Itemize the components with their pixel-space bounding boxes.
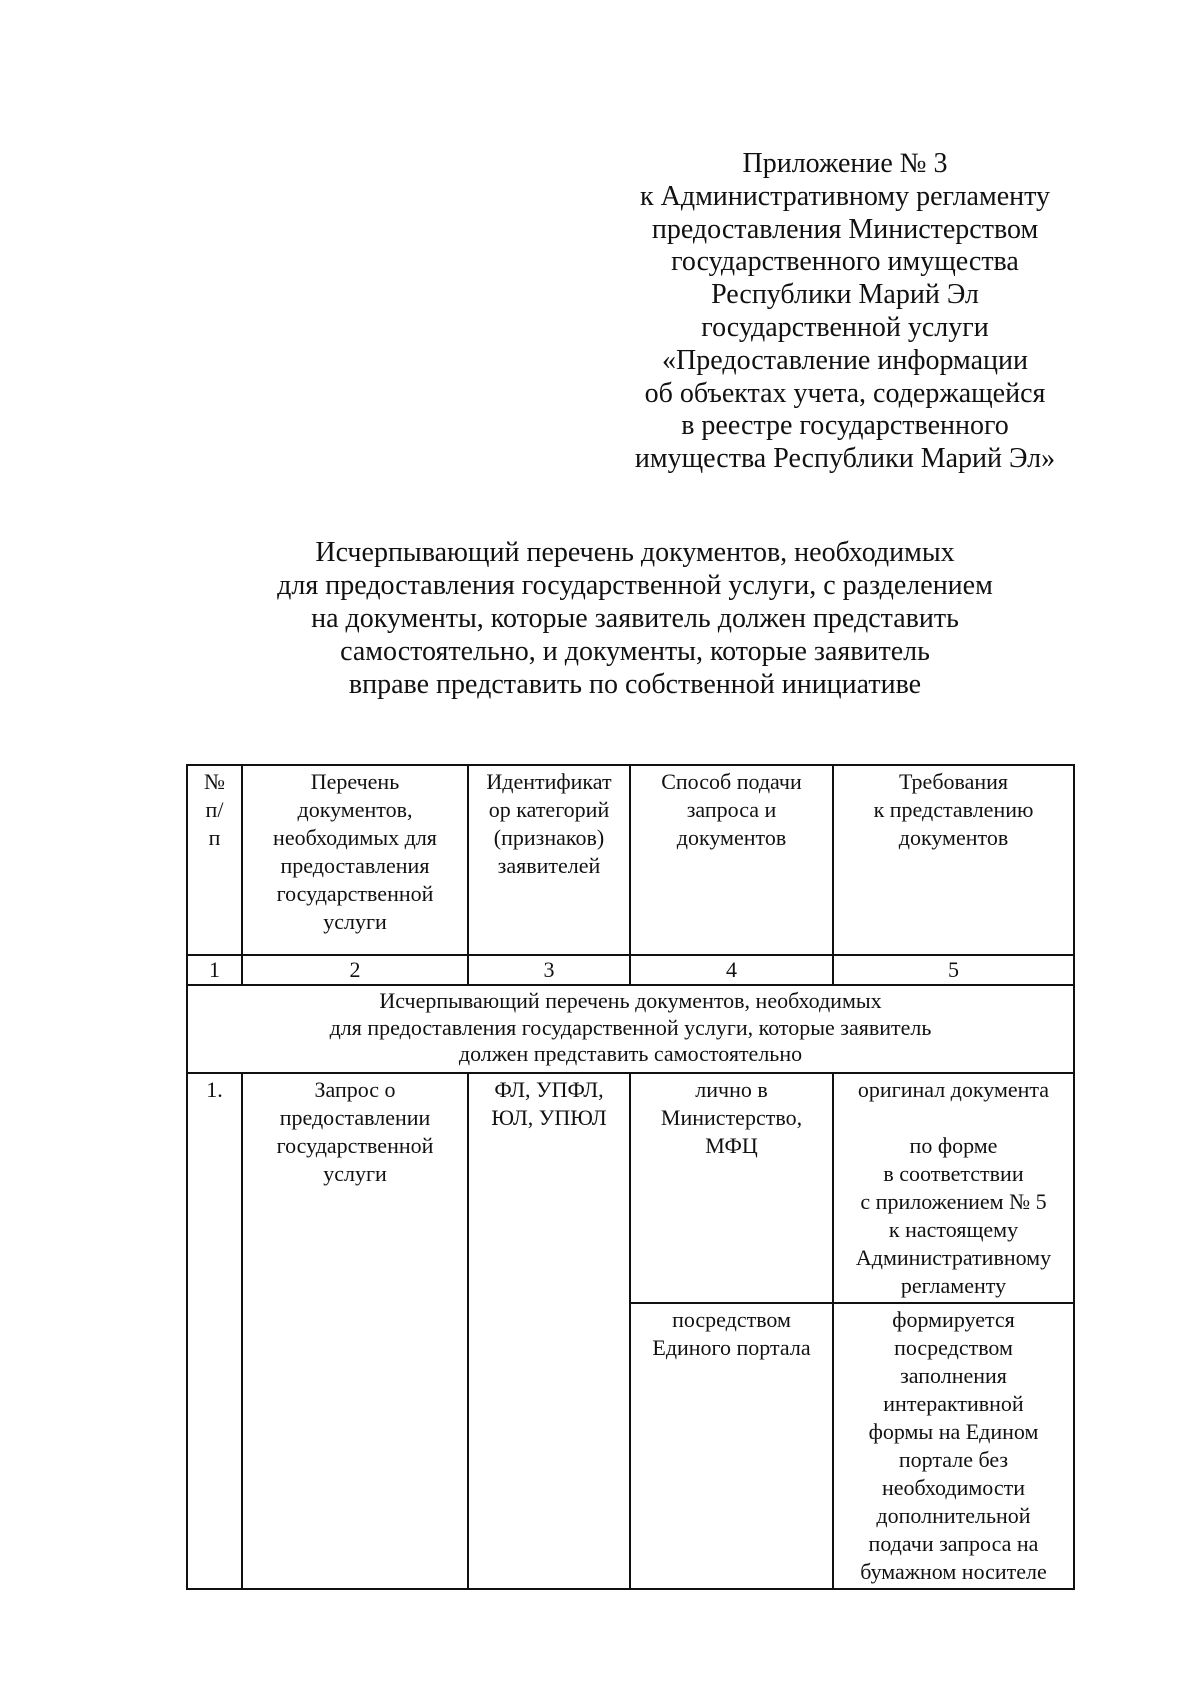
table-header-row	[187, 765, 1074, 955]
column-number: 1	[187, 955, 242, 985]
section-title-row	[187, 985, 1074, 1073]
document-name: Запрос о предоставлении государственной услуги	[242, 1073, 468, 1589]
appendix-line: Республики Марий Эл	[711, 279, 979, 311]
header-cell-applicants: Идентификат ор категорий (признаков) заявителей	[468, 765, 630, 955]
title-line: самостоятельно, и документы, которые заявитель	[340, 636, 930, 667]
column-number: 3	[468, 955, 630, 985]
submission-method: посредством Единого портала	[630, 1303, 833, 1589]
title-line: на документы, которые заявитель должен представить	[311, 603, 959, 634]
appendix-line: об объектах учета, содержащейся	[644, 377, 1046, 409]
title-line: Исчерпывающий перечень документов, необходимых	[315, 537, 955, 568]
documents-table	[186, 764, 1075, 1590]
appendix-line: государственной услуги	[701, 311, 989, 343]
header-cell-number: № п/ п	[187, 765, 242, 955]
section-title: Исчерпывающий перечень документов, необходимых для предоставления государственной услуги, которые заявитель должен представить самостоятельно	[187, 985, 1074, 1073]
appendix-line: Приложение № 3	[742, 148, 948, 179]
column-number: 5	[833, 955, 1074, 985]
title-line: вправе представить по собственной инициативе	[348, 669, 922, 700]
table-row	[187, 1073, 1074, 1303]
header-cell-documents: Перечень документов, необходимых для предоставления государственной услуги	[242, 765, 468, 955]
header-cell-method: Способ подачи запроса и документов	[630, 765, 833, 955]
appendix-line: к Административному регламенту	[640, 180, 1050, 212]
submission-method: лично в Министерство, МФЦ	[630, 1073, 833, 1303]
appendix-line: имущества Республики Марий Эл»	[634, 443, 1056, 475]
column-number: 2	[242, 955, 468, 985]
document-title	[230, 536, 1040, 701]
appendix-line: государственного имущества	[671, 246, 1019, 278]
row-number: 1.	[187, 1073, 242, 1589]
submission-requirement: оригинал документа по форме в соответствии с приложением № 5 к настоящему Административному регламенту	[833, 1073, 1074, 1303]
appendix-header	[600, 148, 1090, 476]
title-line: для предоставления государственной услуги, с разделением	[277, 570, 993, 601]
submission-requirement: формируется посредством заполнения интерактивной формы на Едином портале без необходимости дополнительной подачи запроса на бумажном носителе	[833, 1303, 1074, 1589]
header-cell-requirements: Требования к представлению документов	[833, 765, 1074, 955]
appendix-line: «Предоставление информации	[662, 344, 1028, 376]
applicant-categories: ФЛ, УПФЛ, ЮЛ, УПЮЛ	[468, 1073, 630, 1589]
column-number-row	[187, 955, 1074, 985]
column-number: 4	[630, 955, 833, 985]
appendix-line: предоставления Министерством	[651, 213, 1039, 245]
appendix-line: в реестре государственного	[681, 410, 1009, 442]
